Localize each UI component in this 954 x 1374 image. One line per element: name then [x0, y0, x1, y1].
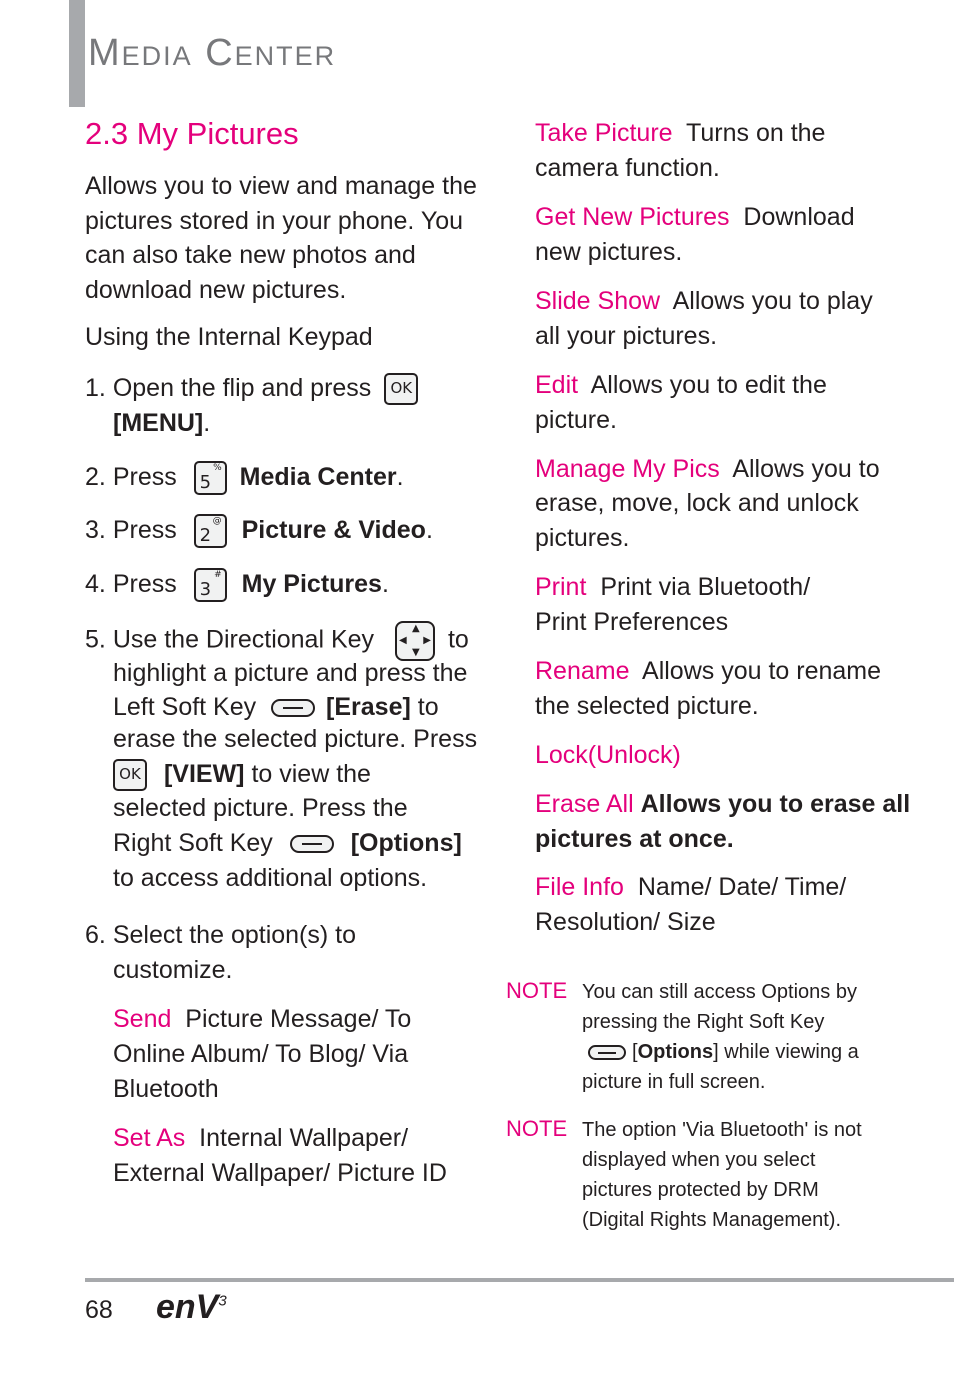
key-symbol: #: [214, 570, 222, 581]
option-get-new-pictures: [535, 200, 855, 235]
option-line: pictures.: [535, 524, 630, 552]
option-desc: Download: [743, 203, 855, 231]
step-2: [85, 460, 404, 495]
intro-line: pictures stored in your phone. You: [85, 206, 464, 235]
option-label: Get New Pictures: [535, 203, 730, 231]
my-pictures-label: My Pictures: [241, 570, 382, 598]
step-5-line: erase the selected picture. Press: [113, 725, 478, 753]
step-6-line: customize.: [113, 956, 233, 984]
option-edit: [535, 368, 827, 403]
option-desc: Allows you to play: [672, 287, 873, 315]
key-digit: 2: [199, 525, 212, 547]
punct: .: [396, 463, 404, 491]
option-label: Set As: [113, 1124, 186, 1152]
option-file-info: [535, 870, 846, 905]
step-text: Open the flip and press: [112, 374, 372, 402]
note-line: displayed when you select: [582, 1149, 816, 1171]
left-soft-key-icon: [271, 699, 315, 717]
ok-key-icon: OK: [384, 373, 418, 405]
note-line: pictures protected by DRM: [582, 1179, 819, 1201]
step-number: 6.: [85, 921, 106, 949]
options-label: Options: [637, 1041, 714, 1063]
note-line: The option 'Via Bluetooth' is not: [582, 1119, 862, 1141]
option-rename: [535, 654, 881, 689]
option-take-picture: [535, 116, 825, 151]
step-text: to view the: [251, 760, 371, 788]
step-text: Press: [112, 516, 177, 544]
step-number: 2.: [85, 463, 106, 491]
option-desc: Allows you to erase all: [640, 790, 911, 818]
step-number: 4.: [85, 570, 106, 598]
option-slide-show: [535, 284, 873, 319]
note-text: while viewing a: [724, 1041, 859, 1063]
step-1: [85, 371, 418, 406]
option-line: picture.: [535, 406, 617, 434]
step-text: to: [417, 693, 439, 721]
step-text: to: [447, 625, 469, 654]
step-1-cont: [113, 406, 210, 441]
step-5-line: [113, 757, 371, 792]
option-line: camera function.: [535, 154, 720, 182]
page-header-title: Media Center: [88, 32, 337, 74]
header-bar: [69, 0, 85, 107]
step-5: [85, 621, 469, 661]
erase-label: [Erase]: [326, 693, 411, 721]
note-label: NOTE: [506, 978, 568, 1003]
note-line: You can still access Options by: [582, 981, 857, 1003]
option-label: Send: [113, 1005, 172, 1033]
footer-divider: [85, 1278, 954, 1282]
option-desc: Allows you to edit the: [590, 371, 827, 399]
key-symbol: %: [213, 463, 222, 474]
view-label: [VIEW]: [163, 760, 245, 788]
option-line: erase, move, lock and unlock: [535, 489, 859, 517]
step-text: Press: [112, 570, 177, 598]
option-send-line: Bluetooth: [113, 1075, 219, 1103]
option-set-as: [113, 1121, 408, 1156]
option-desc: Print via Bluetooth/: [600, 573, 811, 601]
option-desc: Turns on the: [686, 119, 826, 147]
key-digit: 3: [199, 579, 212, 601]
media-center-label: Media Center: [239, 463, 397, 491]
option-desc: Internal Wallpaper/: [199, 1124, 409, 1152]
intro-line: download new pictures.: [85, 275, 347, 304]
option-lock-unlock: Lock(Unlock): [535, 741, 681, 769]
option-send: [113, 1002, 411, 1037]
env3-logo: [156, 1288, 227, 1327]
right-soft-key-icon: [588, 1045, 626, 1060]
option-label: Manage My Pics: [535, 455, 720, 483]
option-label: Rename: [535, 657, 630, 685]
intro-paragraph: [85, 169, 477, 307]
step-4: [85, 567, 389, 602]
step-number: 5.: [85, 625, 106, 654]
option-line: the selected picture.: [535, 692, 759, 720]
step-text: Press: [112, 463, 177, 491]
option-desc: Allows you to: [732, 455, 880, 483]
option-print: [535, 570, 810, 605]
punct: .: [381, 570, 389, 598]
note-line: pressing the Right Soft Key: [582, 1011, 825, 1033]
right-soft-key-icon: [290, 835, 334, 853]
picture-video-label: Picture & Video: [241, 516, 426, 544]
note-label: NOTE: [506, 1116, 568, 1141]
menu-label: [MENU]: [113, 409, 204, 437]
note-line: [Options] while viewing a: [582, 1037, 859, 1067]
directional-key-icon: ▲ ▼ ◀ ▶: [395, 621, 435, 661]
key-symbol: @: [212, 516, 222, 527]
step-5-line: to access additional options.: [113, 864, 428, 892]
step-3: [85, 513, 433, 548]
step-text: Use the Directional Key: [112, 625, 375, 654]
intro-line: Allows you to view and manage the: [85, 172, 477, 200]
option-send-line: Online Album/ To Blog/ Via: [113, 1040, 409, 1068]
step-text: Right Soft Key: [113, 829, 273, 857]
note-2: [582, 1115, 862, 1235]
option-line: Print Preferences: [535, 608, 729, 636]
note-1: [582, 977, 859, 1097]
key-5-icon: [194, 461, 227, 495]
option-manage-my-pics: [535, 452, 880, 487]
step-5-line: highlight a picture and press the: [113, 659, 468, 687]
option-line: Resolution/ Size: [535, 908, 716, 936]
note-line: picture in full screen.: [582, 1071, 766, 1093]
option-desc: Picture Message/ To: [185, 1005, 412, 1033]
option-erase-all: [535, 787, 910, 822]
page-number: 68: [85, 1296, 113, 1324]
logo-sup: 3: [218, 1292, 227, 1310]
option-set-as-line: External Wallpaper/ Picture ID: [113, 1159, 447, 1187]
option-label: Print: [535, 573, 587, 601]
intro-line: can also take new photos and: [85, 241, 416, 269]
section-title: 2.3 My Pictures: [85, 116, 299, 151]
options-label: [Options]: [350, 829, 462, 857]
option-label: Edit: [535, 371, 579, 399]
option-desc: Allows you to rename: [642, 657, 882, 685]
option-label: File Info: [535, 873, 624, 901]
logo-text: enV: [156, 1288, 219, 1326]
step-text: Left Soft Key: [113, 693, 257, 721]
punct: .: [425, 516, 433, 544]
option-line: all your pictures.: [535, 322, 718, 350]
subheading: Using the Internal Keypad: [85, 323, 373, 351]
option-label: Erase All: [535, 790, 634, 818]
step-5-line: [113, 690, 439, 725]
punct: .: [203, 409, 211, 437]
option-desc: Name/ Date/ Time/: [637, 873, 847, 901]
step-6: [85, 918, 356, 953]
step-5-line: selected picture. Press the: [113, 794, 408, 822]
key-digit: 5: [199, 472, 212, 494]
key-3-icon: [194, 568, 227, 602]
step-number: 3.: [85, 516, 106, 544]
note-line: (Digital Rights Management).: [582, 1209, 841, 1231]
step-text: Select the option(s) to: [112, 921, 357, 949]
step-5-line: [113, 826, 462, 861]
option-line: new pictures.: [535, 238, 683, 266]
key-2-icon: [194, 514, 227, 548]
step-number: 1.: [85, 374, 106, 402]
option-label: Slide Show: [535, 287, 661, 315]
ok-key-icon: OK: [113, 759, 147, 791]
option-line: pictures at once.: [535, 825, 734, 853]
option-label: Take Picture: [535, 119, 673, 147]
